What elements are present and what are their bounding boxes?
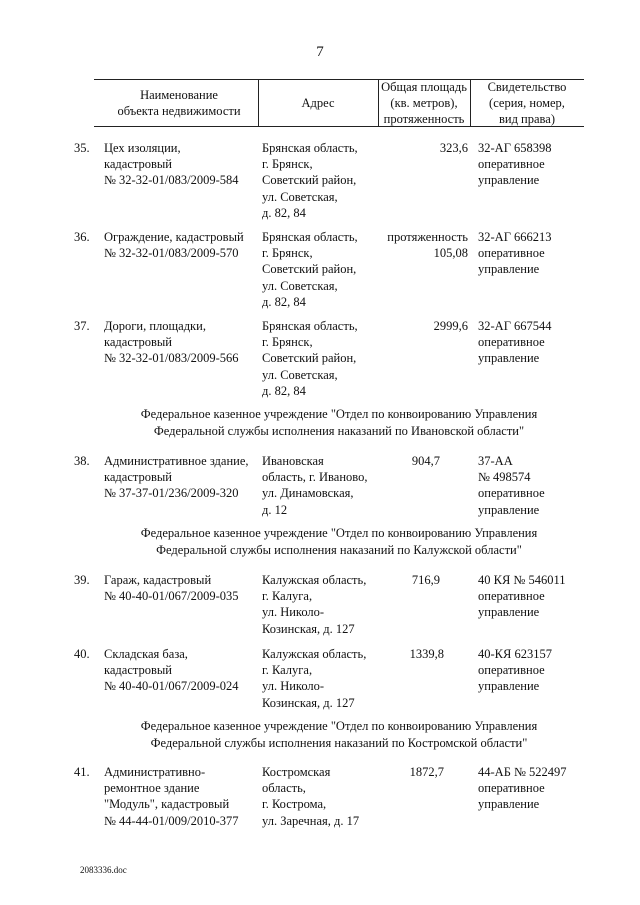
row-number: 39.: [74, 573, 90, 587]
section-heading: Федеральное казенное учреждение "Отдел по конвоированию Управления Федеральной службы исполнения наказаний по Калужской области": [140, 526, 538, 557]
object-address: Калужская область, г. Калуга, ул. Николо- Козинская, д. 127: [262, 573, 367, 636]
object-name: Цех изоляции, кадастровый № 32-32-01/083/2009-584: [104, 141, 239, 188]
section-heading: Федеральное казенное учреждение "Отдел по конвоированию Управления Федеральной службы исполнения наказаний по Ивановской области": [140, 407, 538, 438]
object-address: Костромская область, г. Кострома, ул. Заречная, д. 17: [262, 765, 360, 828]
object-area: 904,7: [411, 454, 440, 468]
object-certificate: 32-АГ 658398 оперативное управление: [478, 141, 552, 188]
header-cert: Свидетельство (серия, номер, вид права): [487, 80, 567, 126]
header-name: Наименование объекта недвижимости: [117, 88, 241, 118]
object-address: Брянская область, г. Брянск, Советский район, ул. Советская, д. 82, 84: [262, 230, 358, 309]
object-name: Складская база, кадастровый № 40-40-01/067/2009-024: [104, 647, 239, 694]
object-name: Дороги, площадки, кадастровый № 32-32-01/083/2009-566: [104, 319, 239, 366]
object-certificate: 32-АГ 667544 оперативное управление: [478, 319, 552, 366]
object-area: 323,6: [439, 141, 468, 155]
object-name: Административное здание, кадастровый № 37-37-01/236/2009-320: [104, 454, 249, 501]
object-name: Ограждение, кадастровый № 32-32-01/083/2009-570: [104, 230, 244, 261]
object-area: 716,9: [411, 573, 440, 587]
object-area: протяженность 105,08: [387, 230, 468, 261]
row-number: 40.: [74, 647, 90, 661]
object-certificate: 40 КЯ № 546011 оперативное управление: [478, 573, 566, 620]
object-name: Административно- ремонтное здание "Модуль", кадастровый № 44-44-01/009/2010-377: [104, 765, 239, 828]
object-name: Гараж, кадастровый № 40-40-01/067/2009-035: [104, 573, 239, 604]
object-address: Калужская область, г. Калуга, ул. Николо- Козинская, д. 127: [262, 647, 367, 710]
row-number: 38.: [74, 454, 90, 468]
object-address: Ивановская область, г. Иваново, ул. Динамовская, д. 12: [262, 454, 368, 517]
row-number: 37.: [74, 319, 90, 333]
row-number: 35.: [74, 141, 90, 155]
object-area: 1339,8: [409, 647, 444, 661]
object-address: Брянская область, г. Брянск, Советский район, ул. Советская, д. 82, 84: [262, 319, 358, 398]
object-area: 1872,7: [409, 765, 444, 779]
row-number: 36.: [74, 230, 90, 244]
object-certificate: 44-АБ № 522497 оперативное управление: [478, 765, 567, 812]
header-area: Общая площадь (кв. метров), протяженность: [381, 80, 467, 126]
object-certificate: 32-АГ 666213 оперативное управление: [478, 230, 552, 277]
object-certificate: 37-АА № 498574 оперативное управление: [478, 454, 545, 517]
section-heading: Федеральное казенное учреждение "Отдел по конвоированию Управления Федеральной службы исполнения наказаний по Костромской области": [140, 719, 538, 750]
page-number: 7: [316, 44, 324, 60]
object-address: Брянская область, г. Брянск, Советский район, ул. Советская, д. 82, 84: [262, 141, 358, 220]
header-address: Адрес: [301, 96, 335, 110]
object-area: 2999,6: [433, 319, 468, 333]
file-name-footer: 2083336.doc: [80, 865, 127, 875]
object-certificate: 40-КЯ 623157 оперативное управление: [478, 647, 552, 694]
row-number: 41.: [74, 765, 90, 779]
